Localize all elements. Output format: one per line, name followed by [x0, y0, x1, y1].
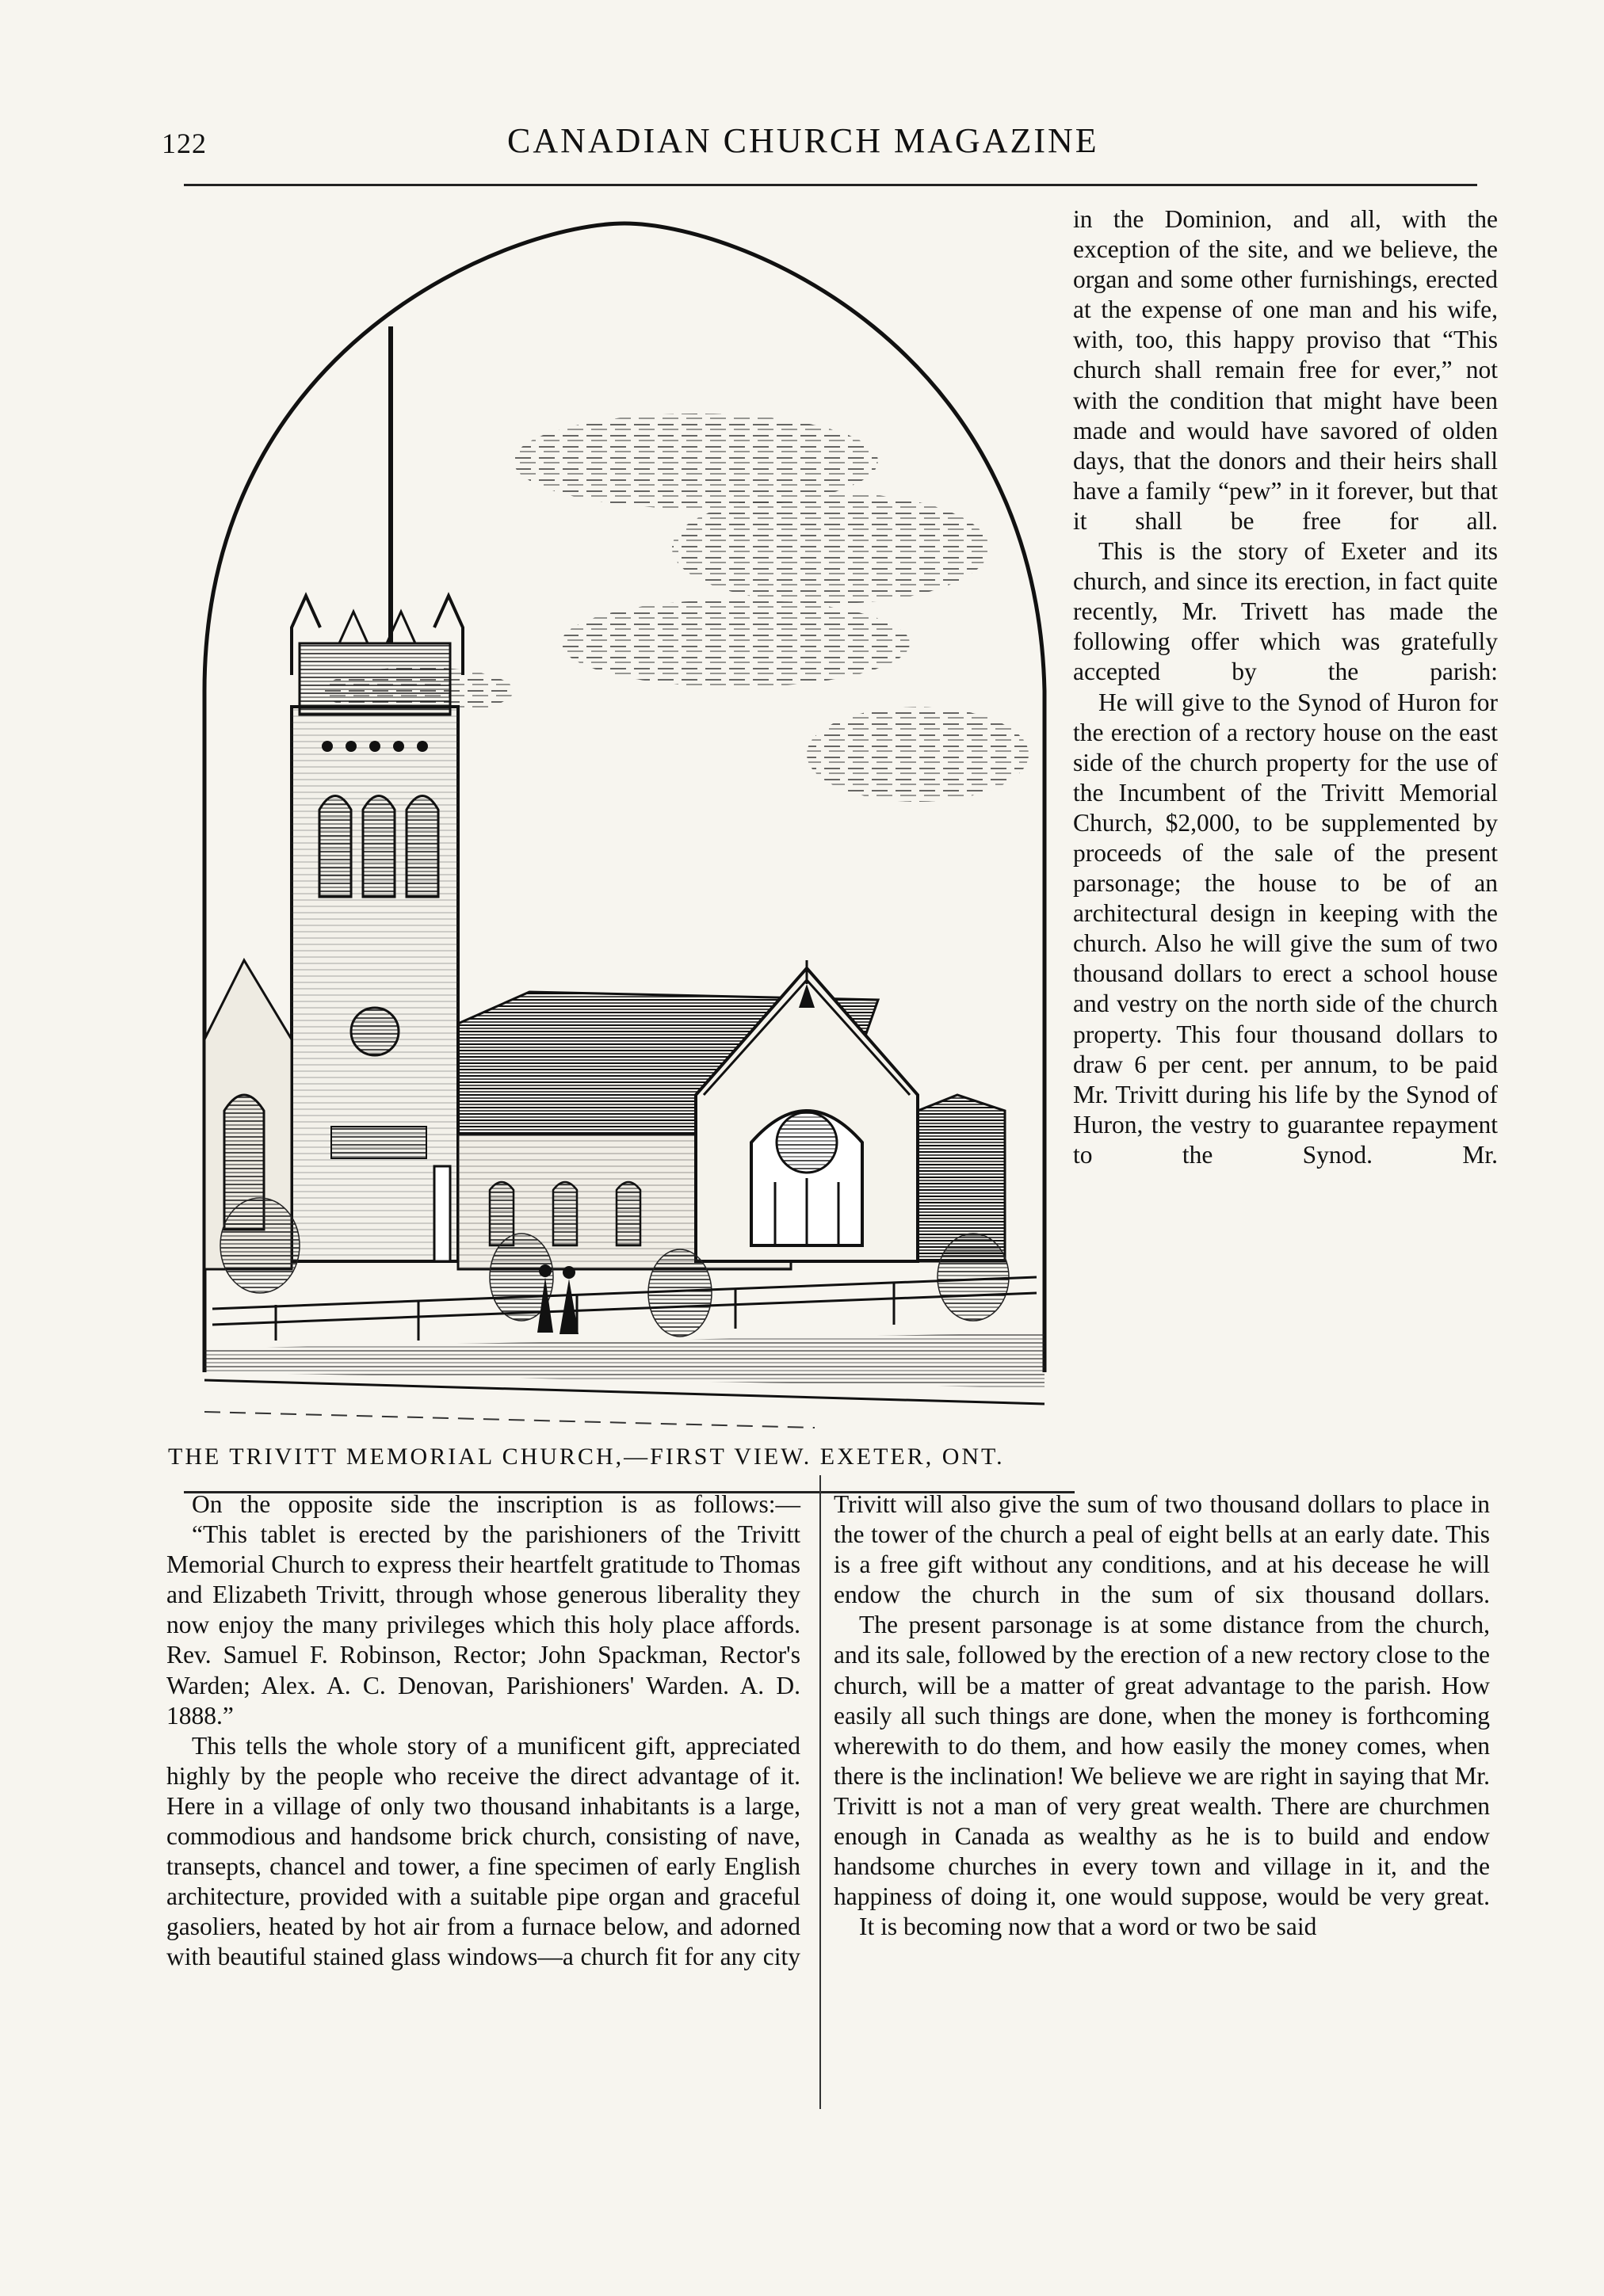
page-number: 122 — [162, 128, 207, 159]
left-column — [166, 1489, 800, 1973]
paragraph: This tells the whole story of a munificent gift, appreciated highly by the people who receive the direct advantage of it. Here in a village of only two thousand inhabitants is a large, commodious and handsome brick church, consisting of nave, transepts, chancel and tower, a fine specimen of early English architecture, provided with a suitable pipe organ and graceful gasoliers, heated by hot air from a furnace below, and adorned with beautiful stained glass windows—a church fit for any city — [166, 1731, 800, 1971]
column-divider — [819, 1475, 821, 2109]
paragraph: On the opposite side the inscription is as follows:— — [192, 1490, 800, 1518]
paragraph: This is the story of Exeter and its church, and since its erection, in fact quite recently, Mr. Trivett has made the following offer which was gratefully accepted by the parish: — [1073, 537, 1498, 686]
figure-caption: THE TRIVITT MEMORIAL CHURCH,—FIRST VIEW. EXETER, ONT. — [168, 1444, 1005, 1470]
paragraph: It is becoming now that a word or two be said — [859, 1913, 1317, 1941]
church-tower — [292, 596, 463, 1261]
running-title: CANADIAN CHURCH MAGAZINE — [507, 121, 1099, 160]
right-column-lower — [834, 1489, 1490, 1942]
paragraph: He will give to the Synod of Huron for the erection of a rectory house on the east side of the church property for the use of the Incumbent of the Trivitt Memorial Church, $2,000, to be supplemented by proceeds of the sale of the present parsonage; the house to be of an architectural design in keeping with the church. Also he will give the sum of two thousand dollars to erect a school house and vestry on the north side of the church property. This four thousand dollars to draw 6 per cent. per annum, to be paid Mr. Trivitt during his life by the Synod of Huron, the vestry to guarantee repayment to the Synod. Mr. — [1073, 688, 1498, 1169]
paragraph: The present parsonage is at some distance from the church, and its sale, followed by the erection of a new rectory close to the church, will be a matter of great advantage to the parish. How easily all such things are done, when the money is forthcoming wherewith to do them, and how easily the money comes, when there is the inclination! We believe we are right in saying that Mr. Trivitt is not a man of very great wealth. There are churchmen enough in Canada as wealthy as he is to build and endow handsome churches in every town and village in it, and the happiness of doing it, one would suppose, would be very great. — [834, 1611, 1490, 1911]
paragraph: in the Dominion, and all, with the exception of the site, and we believe, the organ and some other furnishings, erected at the expense of one man and his wife, with, too, this happy proviso that “This church shall remain free for ever,” not with the condition that might have been made and would have savored of olden days, that the donors and their heirs shall have a family “pew” in it forever, but that it shall be free for all. — [1073, 205, 1498, 535]
header-rule — [184, 184, 1477, 186]
paragraph: Trivitt will also give the sum of two thousand dollars to place in the tower of the church a peal of eight bells at an early date. This is a free gift without any conditions, and at his decease he will endow the church in the sum of six thousand dollars. — [834, 1490, 1490, 1609]
church-engraving — [181, 200, 1067, 1436]
right-column-upper — [1073, 204, 1498, 1170]
page-header — [0, 117, 1604, 181]
inscription-quote: “This tablet is erected by the parishioners of the Trivitt Memorial Church to express their heartfelt gratitude to Thomas and Elizabeth Trivitt, through whose generous liberality they now enjoy the many privileges which this holy place affords. Rev. Samuel F. Robinson, Rector; John Spackman, Rector's Warden; Alex. A. C. Denovan, Parishioners' Warden. A. D. 1888.” — [166, 1520, 800, 1730]
